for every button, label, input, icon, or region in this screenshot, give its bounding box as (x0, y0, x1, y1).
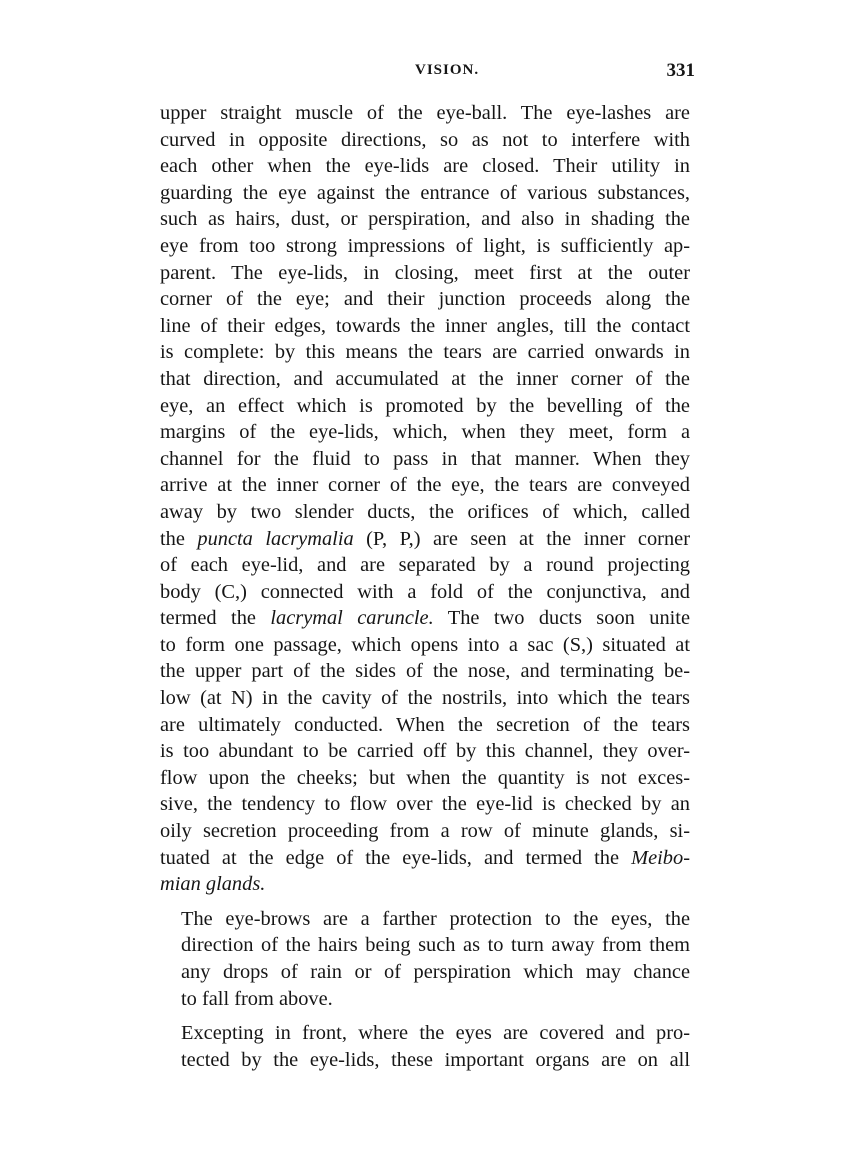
running-title: VISION. (415, 62, 480, 78)
text-run: The two ducts soon unite (433, 607, 691, 630)
text-run: termed the (160, 607, 271, 630)
text-line: channel for the fluid to pass in that manner. When they (160, 447, 690, 470)
text-line: flow upon the cheeks; but when the quantity is not exces- (160, 766, 690, 789)
text-line: of each eye-lid, and are separated by a round projecting (160, 554, 690, 577)
body-text (160, 100, 690, 1073)
text-line: that direction, and accumulated at the inner corner of the (160, 367, 690, 390)
page-header (160, 62, 700, 84)
text-line: the upper part of the sides of the nose, and terminating be- (160, 660, 690, 683)
text-line: corner of the eye; and their junction proceeds along the (160, 288, 690, 311)
text-run: the (160, 527, 198, 550)
text-line: away by two slender ducts, the orifices of which, called (160, 500, 690, 523)
text-line: parent. The eye-lids, in closing, meet first at the outer (160, 261, 690, 284)
page-number: 331 (666, 60, 695, 81)
text-line: any drops of rain or of perspiration which may chance (181, 961, 690, 983)
text-line: arrive at the inner corner of the eye, the tears are conveyed (160, 474, 690, 497)
paragraph-lacrymal-apparatus (160, 100, 690, 898)
text-line-meibomian-glands: mian glands. (160, 873, 266, 896)
text-line: is complete: by this means the tears are carried onwards in (160, 341, 690, 364)
text-line: each other when the eye-lids are closed. Their utility in (160, 155, 690, 178)
text-line: Excepting in front, where the eyes are covered and pro- (181, 1022, 690, 1045)
text-line: to fall from above. (181, 987, 333, 1010)
text-line: are ultimately conducted. When the secretion of the tears (160, 713, 690, 736)
text-line: The eye-brows are a farther protection to the eyes, the (181, 907, 690, 930)
text-line: tected by the eye-lids, these important organs are on all (181, 1048, 690, 1071)
text-line: eye from too strong impressions of light, is sufficiently ap- (160, 234, 690, 257)
paragraph-eye-brows (160, 906, 690, 1012)
text-line: upper straight muscle of the eye-ball. The eye-lashes are (160, 102, 690, 124)
text-line: to form one passage, which opens into a sac (S,) situated at (160, 633, 690, 656)
text-line: curved in opposite directions, so as not to interfere with (160, 128, 690, 151)
italic-term-meibomian: Meibo- (631, 846, 690, 869)
text-line: body (C,) connected with a fold of the conjunctiva, and (160, 580, 690, 603)
text-line-meibomian (160, 845, 690, 872)
paragraph-excepting-in-front (160, 1020, 690, 1073)
text-line: direction of the hairs being such as to turn away from them (181, 934, 690, 957)
italic-term-puncta-lacrymalia: puncta lacrymalia (197, 527, 354, 550)
text-line: such as hairs, dust, or perspiration, and also in shading the (160, 208, 690, 231)
text-line-puncta (160, 526, 690, 553)
text-line: low (at N) in the cavity of the nostrils, into which the tears (160, 687, 690, 710)
text-line: eye, an effect which is promoted by the bevelling of the (160, 394, 690, 417)
text-line: guarding the eye against the entrance of various substances, (160, 181, 690, 204)
text-line: line of their edges, towards the inner angles, till the contact (160, 314, 690, 337)
text-line: oily secretion proceeding from a row of minute glands, si- (160, 820, 690, 843)
text-run: (P, P,) are seen at the inner corner (353, 527, 691, 550)
italic-term-lacrymal-caruncle: lacrymal caruncle. (270, 607, 434, 630)
text-run: tuated at the edge of the eye-lids, and termed the (160, 846, 632, 869)
text-line: sive, the tendency to flow over the eye-lid is checked by an (160, 793, 690, 816)
text-line: is too abundant to be carried off by this channel, they over- (160, 740, 690, 763)
text-line: margins of the eye-lids, which, when they meet, form a (160, 421, 690, 444)
text-line-caruncle (160, 605, 690, 632)
